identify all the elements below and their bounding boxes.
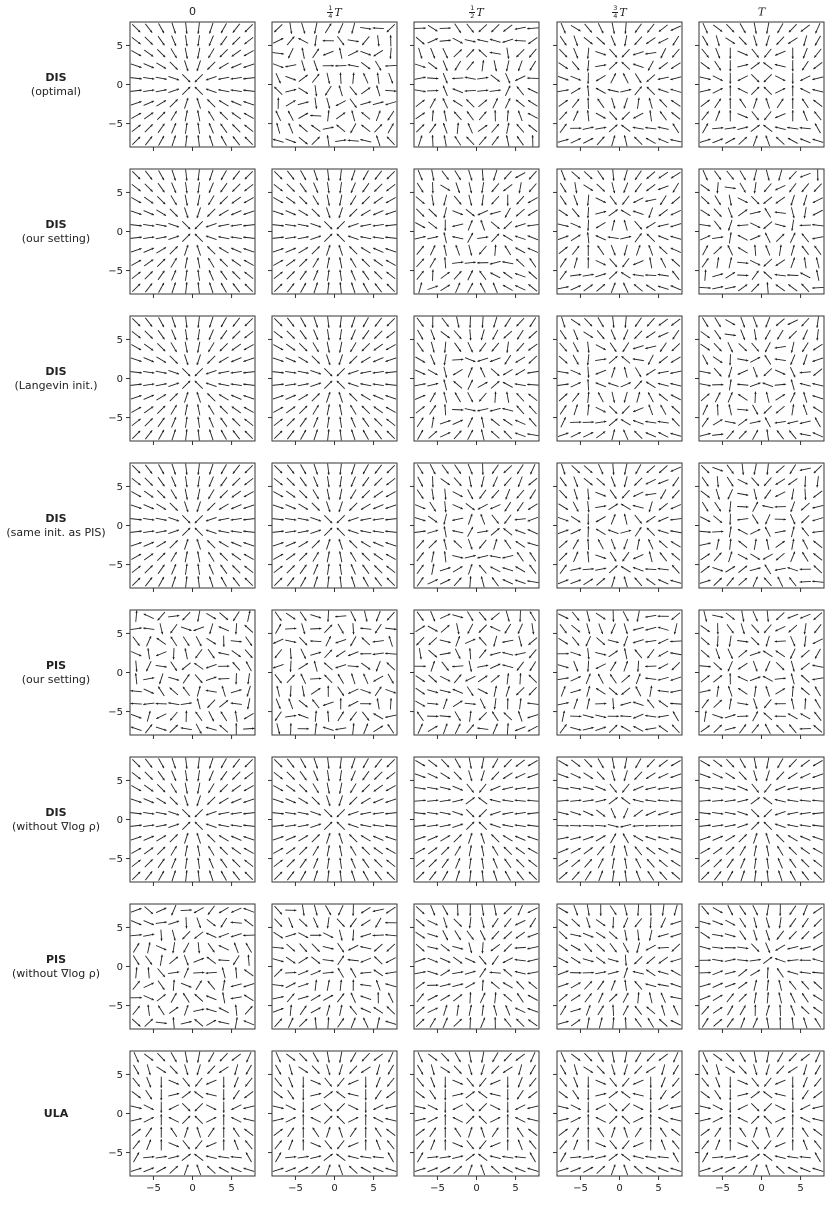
row-label-main: DIS [45, 217, 67, 231]
panel-dis-our-setting-t0 [108, 169, 255, 298]
panel-dis-langevin-init-t0 [108, 316, 255, 445]
row-label-main: DIS [45, 511, 67, 525]
y-tick-label: −5 [108, 266, 123, 278]
panel-dis-optimal-t3 [553, 22, 682, 151]
row-label-sub: (optimal) [30, 84, 82, 98]
y-tick-label: −5 [108, 413, 123, 425]
panel-pis-our-setting-t3 [553, 610, 682, 739]
panel-dis-langevin-init-t4 [695, 316, 824, 445]
row-label-sub: (Langevin init.) [14, 378, 98, 392]
panel-dis-our-setting-t2 [410, 169, 539, 298]
fraction-numerator: 1 [470, 4, 475, 12]
row-label-main: DIS [45, 70, 67, 84]
y-tick-label: −5 [108, 707, 123, 719]
y-tick-label: 0 [116, 521, 123, 532]
y-tick-label: 0 [116, 668, 123, 679]
panel-dis-same-init-t0 [108, 463, 255, 592]
panel-dis-langevin-init-t3 [553, 316, 682, 445]
y-tick-label: −5 [108, 119, 123, 131]
panel-dis-langevin-init-t2 [410, 316, 539, 445]
y-tick-label: 0 [116, 227, 123, 238]
row-label-main: PIS [45, 952, 67, 966]
column-title-variable: T [619, 6, 627, 19]
fraction-denominator: 4 [613, 12, 618, 20]
panel-dis-same-init-t3 [553, 463, 682, 592]
panel-pis-our-setting-t0 [108, 610, 255, 739]
column-title-text: T [757, 5, 766, 19]
y-tick-label: 0 [116, 80, 123, 91]
y-tick-label: 5 [116, 628, 123, 640]
panel-dis-optimal-t2 [410, 22, 539, 151]
panel-dis-same-init-t2 [410, 463, 539, 592]
column-title-variable: T [476, 6, 484, 19]
panel-dis-optimal-t1 [268, 22, 397, 151]
fraction-numerator: 1 [328, 4, 333, 12]
row-label-main: DIS [45, 805, 67, 819]
row-label-sub: (without ∇log ρ) [11, 819, 101, 833]
panel-dis-our-setting-t3 [553, 169, 682, 298]
panel-dis-our-setting-t4 [695, 169, 824, 298]
y-tick-label: 5 [116, 481, 123, 493]
row-label-sub: (same init. as PIS) [6, 525, 106, 539]
y-tick-label: 5 [116, 187, 123, 199]
panel-pis-our-setting-t1 [268, 610, 397, 739]
y-tick-label: 5 [116, 40, 123, 52]
row-label-main: ULA [43, 1106, 69, 1120]
fraction-denominator: 4 [328, 12, 333, 20]
panel-dis-langevin-init-t1 [268, 316, 397, 445]
panel-dis-same-init-t1 [268, 463, 397, 592]
y-tick-label: 0 [116, 374, 123, 385]
panel-dis-optimal-t4 [695, 22, 824, 151]
row-label-main: DIS [45, 364, 67, 378]
panel-dis-our-setting-t1 [268, 169, 397, 298]
row-label-sub: (our setting) [21, 672, 91, 686]
y-tick-label: 5 [116, 334, 123, 346]
column-title-variable: T [334, 6, 342, 19]
fraction-numerator: 3 [613, 4, 618, 12]
row-label-main: PIS [45, 658, 67, 672]
fraction-denominator: 2 [470, 12, 475, 20]
row-label-sub: (our setting) [21, 231, 91, 245]
panel-dis-same-init-t4 [695, 463, 824, 592]
panel-dis-optimal-t0 [108, 22, 255, 151]
panel-pis-our-setting-t2 [410, 610, 539, 739]
column-title-text: 0 [189, 5, 196, 18]
y-tick-label: −5 [108, 560, 123, 572]
row-label-sub: (without ∇log ρ) [11, 966, 101, 980]
